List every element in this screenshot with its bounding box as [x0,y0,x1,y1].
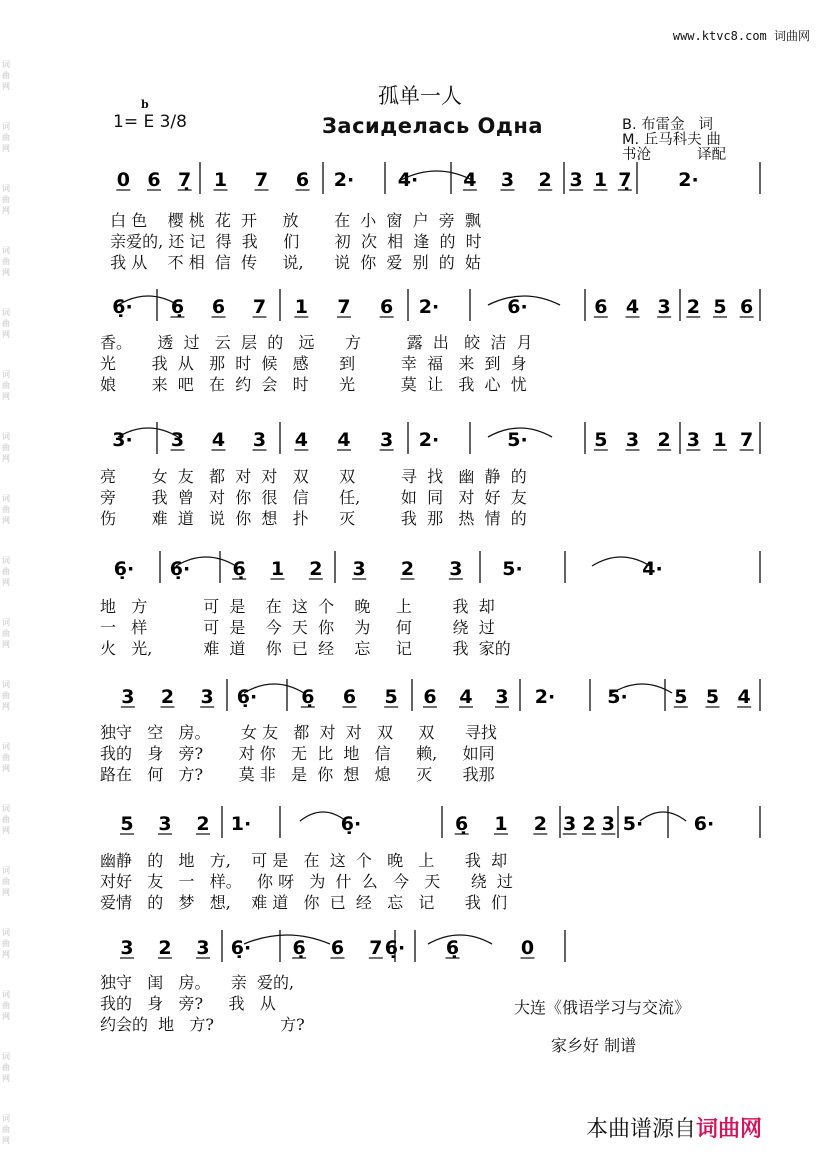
note-numeral: 6 [147,169,161,191]
watermark-glyph: 词 [2,184,10,193]
watermark-glyph: 词 [2,308,10,317]
lyric-line: 我的 身 旁? 对 你 无 比 地 信 赖, 如同 [100,744,495,763]
watermark-glyph: 网 [2,454,10,463]
watermark-glyph: 曲 [2,71,10,80]
tie-arc [300,812,346,821]
watermark-glyph: 曲 [2,257,10,266]
composer: M. 丘马科夫 曲 [622,132,721,148]
watermark-glyph: 曲 [2,319,10,328]
note-numeral: 6· [693,813,715,835]
note-numeral: 3 [495,686,509,708]
watermark-glyph: 网 [2,392,10,401]
watermark-glyph: 网 [2,268,10,277]
note-numeral: 6̣· [112,296,133,318]
lyric-line: 地 方 可 是 在 这 个 晚 上 我 却 [100,597,495,616]
watermark-glyph: 词 [2,866,10,875]
note-numeral: 1 [294,296,308,318]
watermark-glyph: 词 [2,804,10,813]
note-numeral: 3 [380,429,394,451]
source-line [586,1112,762,1143]
note-numeral: 7 [740,429,754,451]
note-numeral: 2· [418,296,440,318]
note-numeral: 6̣ [170,296,185,318]
note-numeral: 6 [342,686,357,708]
lyric-line: 我的 身 旁? 我 从 [100,994,276,1013]
watermark-glyph: 曲 [2,505,10,514]
watermark-glyph: 词 [2,494,10,503]
note-numeral: 5 [705,686,720,708]
watermark-glyph: 网 [2,330,10,339]
note-numeral: 4 [459,686,473,708]
note-numeral: 6̣· [169,558,191,580]
watermark-glyph: 曲 [2,939,10,948]
note-numeral: 1 [213,169,228,191]
arranger-credit: 家乡好 制谱 [551,1036,637,1055]
watermark-glyph: 曲 [2,691,10,700]
note-numeral: 2 [582,813,596,835]
lyric-line: 独守 闺 房。 亲 爱的, [100,973,295,992]
tie-arc [428,935,492,944]
note-numeral: 1 [593,169,608,191]
note-numeral: 2 [160,686,175,708]
note-numeral: 4 [294,429,308,451]
watermark-glyph: 网 [2,578,10,587]
site-url[interactable]: www.ktvc8.com 词曲网 [672,29,810,43]
note-numeral: 2· [678,169,699,191]
note-numeral: 0 [520,937,535,959]
note-numeral: 3· [112,429,133,451]
note-numeral: 5 [120,813,134,835]
watermark-glyph: 网 [2,1012,10,1021]
watermark-glyph: 曲 [2,1001,10,1010]
note-numeral: 7 [254,169,269,191]
note-numeral: 6 [594,296,608,318]
note-numeral: 7̣ [178,169,192,191]
lyric-line: 爱情 的 梦 想, 难 道 你 已 经 忘 记 我 们 [100,893,508,912]
translator: 书沧 译配 [622,147,727,163]
note-numeral: 6̣ [292,937,306,959]
watermark-glyph: 网 [2,826,10,835]
note-numeral: 3 [120,937,134,959]
watermark-glyph: 词 [2,990,10,999]
note-numeral: 5· [502,558,523,580]
watermark-glyph: 曲 [2,567,10,576]
lyric-block [100,210,770,273]
note-numeral: 5 [674,686,688,708]
note-numeral: 5· [607,686,628,708]
watermark-glyph: 曲 [2,629,10,638]
watermark-glyph: 曲 [2,195,10,204]
lyric-line: 伤 难 道 说 你 想 扑 灭 我 那 热 情 的 [100,509,527,528]
note-numeral: 4· [642,558,663,580]
note-numeral: 6̣· [384,937,406,959]
note-numeral: 2· [534,686,556,708]
note-numeral: 3 [657,296,671,318]
watermark-glyph: 网 [2,144,10,153]
lyric-line: 一 样 可 是 今 天 你 为 何 绕 过 [100,618,495,637]
note-numeral: 2 [400,558,415,580]
note-numeral: 7 [337,296,351,318]
note-numeral: 1 [713,429,727,451]
watermark-glyph: 网 [2,82,10,91]
note-numeral: 3 [563,813,577,835]
watermark-glyph: 词 [2,680,10,689]
note-numeral: 5 [713,296,727,318]
watermark-glyph: 词 [2,60,10,69]
note-numeral: 4 [625,296,640,318]
note-numeral: 2· [333,169,355,191]
note-numeral: 5 [594,429,608,451]
watermark-glyph: 词 [2,742,10,751]
lyric-line: 旁 我 曾 对 你 很 信 任, 如 同 对 好 友 [100,488,527,507]
watermark-glyph: 曲 [2,381,10,390]
watermark-glyph: 曲 [2,133,10,142]
lyric-block [100,850,770,913]
flat-sign: b [141,98,149,111]
song-title: 孤单一人 [378,84,462,108]
watermark-glyph: 词 [2,1052,10,1061]
note-numeral: 6̣· [236,686,258,708]
note-numeral: 6 [330,937,345,959]
note-numeral: 3 [625,429,640,451]
note-numeral: 6 [380,296,394,318]
lyric-line: 白 色 樱 桃 花 开 放 在 小 窗 户 旁 飘 [100,211,481,230]
note-numeral: 3 [449,558,463,580]
source-site-link[interactable]: 词曲网 [696,1117,763,1142]
watermark-glyph: 网 [2,950,10,959]
note-numeral: 6̣· [230,937,252,959]
tie-arc [244,935,330,944]
note-numeral: 5 [384,686,398,708]
lyric-block [100,466,770,529]
note-numeral: 6̣ [232,558,246,580]
watermark-glyph: 词 [2,370,10,379]
lyric-line: 娘 来 吧 在 约 会 时 光 莫 让 我 心 忧 [100,375,527,394]
watermark-glyph: 网 [2,702,10,711]
note-numeral: 2 [196,813,210,835]
watermark-glyph: 网 [2,1136,10,1145]
note-numeral: 2· [418,429,440,451]
note-numeral: 1 [270,558,285,580]
lyric-line: 火 光, 难 道 你 已 经 忘 记 我 家的 [100,639,511,658]
note-numeral: 3 [158,813,172,835]
note-numeral: 7̣ [618,169,632,191]
watermark-glyph: 网 [2,516,10,525]
song-subtitle: Засиделась Одна [322,114,544,138]
note-numeral: 7 [369,937,383,959]
lyric-block [100,332,770,395]
lyric-line: 独守 空 房。 女 友 都 对 对 双 双 寻找 [100,723,497,742]
note-numeral: 2 [158,937,172,959]
note-numeral: 2 [538,169,552,191]
note-numeral: 2 [309,558,323,580]
note-numeral: 6̣· [113,558,135,580]
watermark-glyph: 曲 [2,877,10,886]
note-numeral: 4 [337,429,351,451]
note-numeral: 3 [601,813,615,835]
note-numeral: 1· [230,813,252,835]
tie-arc [640,812,686,821]
note-numeral: 2 [686,296,700,318]
note-numeral: 0 [116,169,130,191]
watermark-glyph: 曲 [2,815,10,824]
watermark-glyph: 词 [2,928,10,937]
note-numeral: 6· [507,296,528,318]
watermark-glyph: 曲 [2,1125,10,1134]
watermark-glyph: 词 [2,122,10,131]
watermark-glyph: 网 [2,206,10,215]
note-numeral: 6̣ [301,686,315,708]
key-signature: 1= E 3/8 [113,112,187,132]
watermark-glyph: 曲 [2,753,10,762]
note-numeral: 3 [200,686,214,708]
note-numeral: 3 [196,937,210,959]
note-numeral: 2 [533,813,547,835]
watermark-glyph: 网 [2,1074,10,1083]
note-numeral: 6̣ [445,937,460,959]
lyric-block [100,596,770,659]
watermark-glyph: 词 [2,1114,10,1123]
note-numeral: 4 [463,169,477,191]
note-numeral: 4 [211,429,226,451]
note-numeral: 6̣ [455,813,469,835]
note-numeral: 4· [397,169,419,191]
note-numeral: 6 [211,296,226,318]
watermark-glyph: 网 [2,764,10,773]
note-numeral: 3 [569,169,583,191]
lyricist: B. 布雷金 词 [622,117,713,133]
lyric-line: 我 从 不 相 信 传 说, 说 你 爱 别 的 姑 [100,253,481,272]
lyric-line: 光 我 从 那 时 候 感 到 幸 福 来 到 身 [100,354,527,373]
lyric-line: 对好 友 一 样。 你 呀 为 什 么 今 天 绕 过 [100,872,513,891]
publisher-credit: 大连《俄语学习与交流》 [514,998,691,1017]
note-numeral: 5· [507,429,528,451]
note-numeral: 3 [500,169,515,191]
note-numeral: 7 [252,296,267,318]
lyric-block [100,722,770,785]
watermark-glyph: 词 [2,246,10,255]
note-numeral: 3 [170,429,185,451]
watermark-glyph: 词 [2,556,10,565]
note-numeral: 3 [121,686,135,708]
lyric-line: 亲爱的, 还 记 得 我 们 初 次 相 逢 的 时 [100,232,482,251]
note-numeral: 6 [740,296,754,318]
lyric-line: 路在 何 方? 莫 非 是 你 想 熄 灭 我那 [100,765,495,784]
note-numeral: 4 [737,686,751,708]
source-label: 本曲谱源自 [586,1117,697,1142]
watermark-glyph: 词 [2,618,10,627]
note-numeral: 1 [494,813,508,835]
watermark-glyph: 曲 [2,443,10,452]
note-numeral: 2 [657,429,671,451]
watermark-glyph: 网 [2,640,10,649]
lyric-line: 约会的 地 方? 方? [100,1015,305,1034]
note-numeral: 6̣· [340,813,362,835]
note-numeral: 3 [352,558,366,580]
lyric-line: 幽静 的 地 方, 可 是 在 这 个 晚 上 我 却 [100,851,508,870]
note-numeral: 6 [423,686,437,708]
lyric-line: 香。 透 过 云 层 的 远 方 露 出 皎 洁 月 [100,333,533,352]
watermark-glyph: 网 [2,888,10,897]
watermark-glyph: 词 [2,432,10,441]
lyric-line: 亮 女 友 都 对 对 双 双 寻 找 幽 静 的 [100,467,527,486]
note-numeral: 5· [622,813,644,835]
note-numeral: 3 [252,429,267,451]
note-numeral: 3 [686,429,700,451]
watermark-glyph: 曲 [2,1063,10,1072]
note-numeral: 6 [295,169,310,191]
